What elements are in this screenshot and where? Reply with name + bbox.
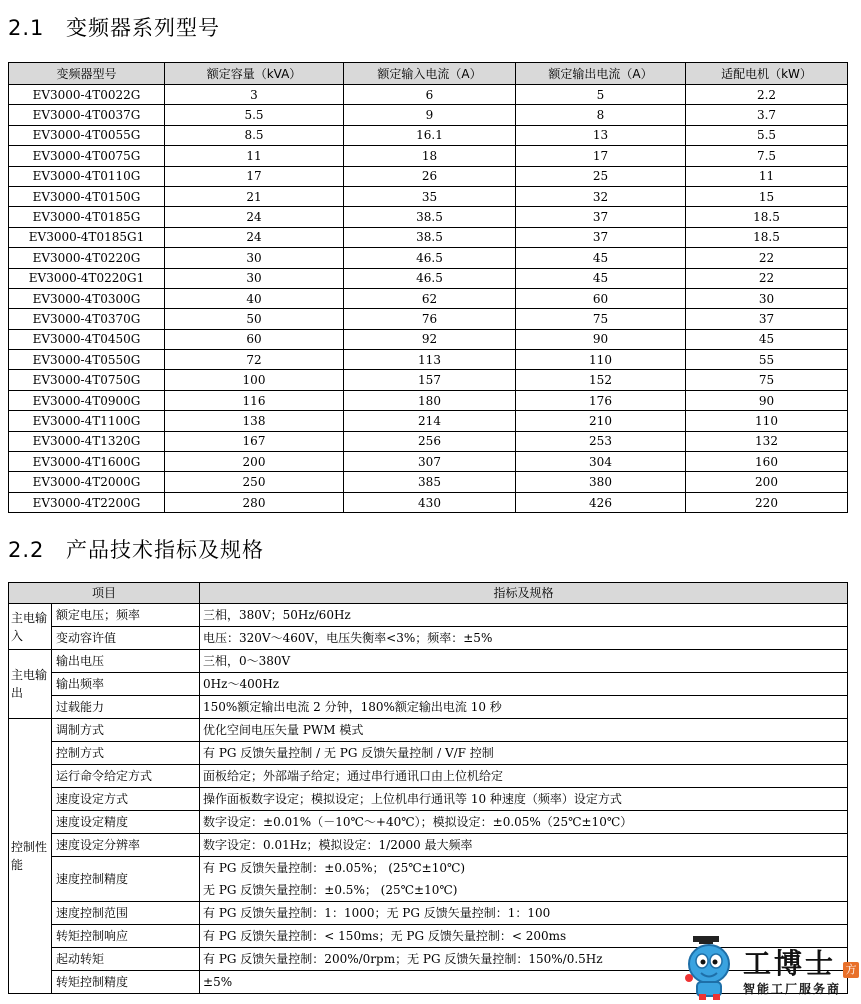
cell-output-current: 8 <box>516 105 686 125</box>
spec-row <box>9 719 848 742</box>
model-table-header <box>9 63 848 85</box>
cell-motor: 160 <box>686 452 848 472</box>
cell-motor: 22 <box>686 268 848 288</box>
cell-output-current: 37 <box>516 227 686 247</box>
spec-value: 150%额定输出电流 2 分钟，180%额定输出电流 10 秒 <box>200 696 848 719</box>
cell-output-current: 75 <box>516 309 686 329</box>
spec-item: 起动转矩 <box>52 948 200 971</box>
section-2-2-title <box>8 534 264 564</box>
spec-item: 额定电压；频率 <box>52 604 200 627</box>
spec-value: 有 PG 反馈矢量控制：200%/0rpm；无 PG 反馈矢量控制：150%/0.5Hz <box>200 948 848 971</box>
spec-item: 速度控制范围 <box>52 902 200 925</box>
spec-value-line: 无 PG 反馈矢量控制：±0.5%； (25℃±10℃) <box>203 883 458 897</box>
cell-model: EV3000-4T0550G <box>9 350 165 370</box>
cell-capacity: 3 <box>165 85 344 105</box>
table-row <box>9 472 848 492</box>
spec-row <box>9 627 848 650</box>
cell-input-current: 46.5 <box>344 248 516 268</box>
cell-output-current: 152 <box>516 370 686 390</box>
cell-input-current: 9 <box>344 105 516 125</box>
header-spec: 指标及规格 <box>200 583 848 604</box>
spec-value: 电压：320V～460V，电压失衡率<3%；频率：±5% <box>200 627 848 650</box>
cell-input-current: 430 <box>344 492 516 512</box>
cell-input-current: 26 <box>344 166 516 186</box>
cell-capacity: 50 <box>165 309 344 329</box>
cell-capacity: 100 <box>165 370 344 390</box>
table-row <box>9 431 848 451</box>
cell-capacity: 30 <box>165 268 344 288</box>
brand-tagline: 智能工厂服务商 <box>743 982 842 996</box>
cell-input-current: 92 <box>344 329 516 349</box>
cell-capacity: 30 <box>165 248 344 268</box>
spec-item: 速度控制精度 <box>52 857 200 902</box>
spec-item: 控制方式 <box>52 742 200 765</box>
cell-capacity: 17 <box>165 166 344 186</box>
spec-item: 速度设定方式 <box>52 788 200 811</box>
cell-input-current: 113 <box>344 350 516 370</box>
table-row <box>9 125 848 145</box>
spec-item: 速度设定分辨率 <box>52 834 200 857</box>
cell-motor: 15 <box>686 186 848 206</box>
cell-output-current: 426 <box>516 492 686 512</box>
cell-model: EV3000-4T0150G <box>9 186 165 206</box>
spec-row <box>9 902 848 925</box>
cell-input-current: 46.5 <box>344 268 516 288</box>
table-row <box>9 452 848 472</box>
spec-row <box>9 834 848 857</box>
cell-motor: 45 <box>686 329 848 349</box>
brand-badge: 方 <box>843 962 859 978</box>
spec-value-line: 有 PG 反馈矢量控制：±0.05%； (25℃±10℃) <box>203 861 466 875</box>
cell-input-current: 214 <box>344 411 516 431</box>
cell-motor: 37 <box>686 309 848 329</box>
cell-model: EV3000-4T0450G <box>9 329 165 349</box>
spec-table-header <box>9 583 848 604</box>
cell-output-current: 380 <box>516 472 686 492</box>
spec-row <box>9 673 848 696</box>
section-number: 2.1 <box>8 16 45 40</box>
spec-item: 输出电压 <box>52 650 200 673</box>
spec-item: 转矩控制精度 <box>52 971 200 994</box>
cell-model: EV3000-4T0370G <box>9 309 165 329</box>
cell-output-current: 25 <box>516 166 686 186</box>
cell-output-current: 110 <box>516 350 686 370</box>
table-row <box>9 105 848 125</box>
spec-row <box>9 811 848 834</box>
cell-model: EV3000-4T0900G <box>9 390 165 410</box>
cell-capacity: 72 <box>165 350 344 370</box>
cell-motor: 132 <box>686 431 848 451</box>
cell-capacity: 40 <box>165 288 344 308</box>
spec-value: 面板给定；外部端子给定；通过串行通讯口由上位机给定 <box>200 765 848 788</box>
cell-input-current: 35 <box>344 186 516 206</box>
section-number: 2.2 <box>8 538 45 562</box>
cell-model: EV3000-4T2000G <box>9 472 165 492</box>
table-row <box>9 370 848 390</box>
cell-input-current: 307 <box>344 452 516 472</box>
cell-motor: 22 <box>686 248 848 268</box>
header-output-current: 额定输出电流（A） <box>516 63 686 85</box>
cell-capacity: 280 <box>165 492 344 512</box>
cell-input-current: 6 <box>344 85 516 105</box>
cell-motor: 75 <box>686 370 848 390</box>
spec-value: 有 PG 反馈矢量控制 / 无 PG 反馈矢量控制 / V/F 控制 <box>200 742 848 765</box>
table-row <box>9 350 848 370</box>
cell-output-current: 253 <box>516 431 686 451</box>
spec-row <box>9 604 848 627</box>
cell-model: EV3000-4T2200G <box>9 492 165 512</box>
cell-output-current: 13 <box>516 125 686 145</box>
cell-capacity: 11 <box>165 146 344 166</box>
cell-capacity: 167 <box>165 431 344 451</box>
cell-output-current: 5 <box>516 85 686 105</box>
table-row <box>9 288 848 308</box>
cell-motor: 11 <box>686 166 848 186</box>
group-main-output: 主电输出 <box>9 650 52 719</box>
cell-output-current: 17 <box>516 146 686 166</box>
cell-output-current: 304 <box>516 452 686 472</box>
table-row <box>9 329 848 349</box>
cell-motor: 7.5 <box>686 146 848 166</box>
spec-value: 0Hz～400Hz <box>200 673 848 696</box>
cell-input-current: 62 <box>344 288 516 308</box>
table-row <box>9 166 848 186</box>
spec-item: 变动容许值 <box>52 627 200 650</box>
spec-value: ±5% <box>200 971 848 994</box>
cell-output-current: 210 <box>516 411 686 431</box>
cell-capacity: 24 <box>165 207 344 227</box>
cell-capacity: 200 <box>165 452 344 472</box>
cell-model: EV3000-4T0220G <box>9 248 165 268</box>
cell-input-current: 76 <box>344 309 516 329</box>
cell-output-current: 176 <box>516 390 686 410</box>
cell-capacity: 21 <box>165 186 344 206</box>
cell-model: EV3000-4T0075G <box>9 146 165 166</box>
cell-motor: 220 <box>686 492 848 512</box>
cell-input-current: 256 <box>344 431 516 451</box>
spec-item: 运行命令给定方式 <box>52 765 200 788</box>
section-2-1-title <box>8 12 220 42</box>
spec-value: 操作面板数字设定；模拟设定；上位机串行通讯等 10 种速度（频率）设定方式 <box>200 788 848 811</box>
table-row <box>9 309 848 329</box>
cell-input-current: 180 <box>344 390 516 410</box>
table-row <box>9 268 848 288</box>
cell-motor: 18.5 <box>686 227 848 247</box>
cell-model: EV3000-4T1600G <box>9 452 165 472</box>
table-row <box>9 411 848 431</box>
spec-row <box>9 696 848 719</box>
spec-value: 三相，380V；50Hz/60Hz <box>200 604 848 627</box>
cell-model: EV3000-4T0300G <box>9 288 165 308</box>
cell-input-current: 157 <box>344 370 516 390</box>
cell-model: EV3000-4T1100G <box>9 411 165 431</box>
cell-capacity: 60 <box>165 329 344 349</box>
spec-value: 有 PG 反馈矢量控制：< 150ms；无 PG 反馈矢量控制：< 200ms <box>200 925 848 948</box>
group-control: 控制性能 <box>9 719 52 994</box>
section-heading: 变频器系列型号 <box>66 16 220 40</box>
spec-value: 数字设定：0.01Hz；模拟设定：1/2000 最大频率 <box>200 834 848 857</box>
cell-output-current: 90 <box>516 329 686 349</box>
cell-output-current: 60 <box>516 288 686 308</box>
cell-input-current: 38.5 <box>344 207 516 227</box>
table-row <box>9 492 848 512</box>
header-capacity: 额定容量（kVA） <box>165 63 344 85</box>
table-row <box>9 207 848 227</box>
cell-output-current: 32 <box>516 186 686 206</box>
cell-motor: 3.7 <box>686 105 848 125</box>
header-item: 项目 <box>9 583 200 604</box>
spec-row <box>9 788 848 811</box>
spec-value: 数字设定：±0.01%（－10℃～+40℃）；模拟设定：±0.05%（25℃±10℃） <box>200 811 848 834</box>
spec-row <box>9 857 848 902</box>
cell-motor: 30 <box>686 288 848 308</box>
spec-item: 过载能力 <box>52 696 200 719</box>
cell-motor: 110 <box>686 411 848 431</box>
cell-motor: 18.5 <box>686 207 848 227</box>
spec-row <box>9 650 848 673</box>
cell-input-current: 18 <box>344 146 516 166</box>
mascot-icon <box>683 934 741 1002</box>
cell-input-current: 38.5 <box>344 227 516 247</box>
spec-item: 速度设定精度 <box>52 811 200 834</box>
spec-value: 优化空间电压矢量 PWM 模式 <box>200 719 848 742</box>
cell-model: EV3000-4T0055G <box>9 125 165 145</box>
cell-motor: 90 <box>686 390 848 410</box>
cell-model: EV3000-4T0185G <box>9 207 165 227</box>
cell-input-current: 385 <box>344 472 516 492</box>
cell-capacity: 8.5 <box>165 125 344 145</box>
spec-value: 三相，0～380V <box>200 650 848 673</box>
table-row <box>9 146 848 166</box>
spec-table <box>8 582 848 994</box>
cell-motor: 5.5 <box>686 125 848 145</box>
cell-output-current: 37 <box>516 207 686 227</box>
spec-row <box>9 742 848 765</box>
header-model: 变频器型号 <box>9 63 165 85</box>
cell-output-current: 45 <box>516 268 686 288</box>
spec-item: 转矩控制响应 <box>52 925 200 948</box>
cell-capacity: 5.5 <box>165 105 344 125</box>
model-table <box>8 62 848 513</box>
cell-capacity: 24 <box>165 227 344 247</box>
group-main-input: 主电输入 <box>9 604 52 650</box>
cell-model: EV3000-4T0022G <box>9 85 165 105</box>
cell-motor: 55 <box>686 350 848 370</box>
spec-item: 输出频率 <box>52 673 200 696</box>
header-input-current: 额定输入电流（A） <box>344 63 516 85</box>
cell-model: EV3000-4T0750G <box>9 370 165 390</box>
table-row <box>9 227 848 247</box>
watermark-logo <box>683 934 861 1004</box>
cell-model: EV3000-4T0185G1 <box>9 227 165 247</box>
spec-value: 有 PG 反馈矢量控制：1：1000；无 PG 反馈矢量控制：1：100 <box>200 902 848 925</box>
spec-item: 调制方式 <box>52 719 200 742</box>
cell-model: EV3000-4T0037G <box>9 105 165 125</box>
cell-input-current: 16.1 <box>344 125 516 145</box>
table-row <box>9 85 848 105</box>
cell-model: EV3000-4T0110G <box>9 166 165 186</box>
cell-capacity: 138 <box>165 411 344 431</box>
section-heading: 产品技术指标及规格 <box>66 538 264 562</box>
spec-row <box>9 765 848 788</box>
cell-model: EV3000-4T1320G <box>9 431 165 451</box>
table-row <box>9 390 848 410</box>
cell-output-current: 45 <box>516 248 686 268</box>
table-row <box>9 248 848 268</box>
cell-motor: 2.2 <box>686 85 848 105</box>
cell-motor: 200 <box>686 472 848 492</box>
cell-model: EV3000-4T0220G1 <box>9 268 165 288</box>
brand-name: 工博士 <box>743 947 837 980</box>
spec-value <box>200 857 848 902</box>
cell-capacity: 250 <box>165 472 344 492</box>
header-motor: 适配电机（kW） <box>686 63 848 85</box>
table-row <box>9 186 848 206</box>
cell-capacity: 116 <box>165 390 344 410</box>
